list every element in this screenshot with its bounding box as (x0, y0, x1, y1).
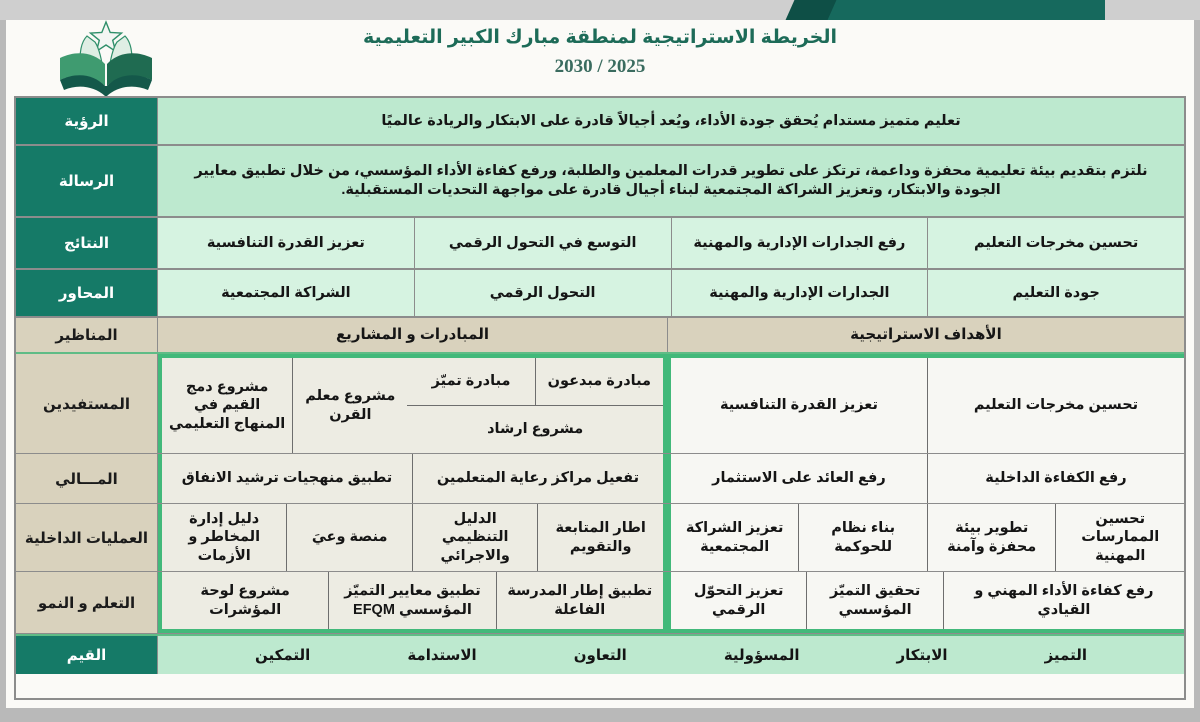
row-label-beneficiaries: المستفيدين (16, 354, 158, 453)
internal-processes-content (158, 504, 1184, 571)
row-financial (16, 454, 1184, 504)
axis-item: الشراكة المجتمعية (221, 284, 351, 301)
row-perspectives-header (16, 318, 1184, 354)
axes-content (158, 270, 1184, 316)
objective-item: تعزيز الشراكة المجتمعية (685, 519, 784, 555)
perspectives-content (158, 318, 1184, 352)
value-item: الاستدامة (407, 647, 477, 664)
page-title: الخريطة الاستراتيجية لمنطقة مبارك الكبير التعليمية (362, 27, 838, 48)
beneficiaries-content (158, 354, 1184, 453)
financial-objectives (667, 454, 1184, 503)
nested-initiatives-top (407, 358, 662, 406)
value-item: التمكين (255, 647, 311, 664)
row-values (16, 634, 1184, 674)
internal-processes-objectives (667, 504, 1184, 571)
row-internal-processes (16, 504, 1184, 572)
open-book-star-emblem-icon (54, 6, 158, 98)
row-label-values: القيم (16, 636, 158, 674)
vision-text: تعليم متميز مستدام يُحقق جودة الأداء، ويُعد أجيالاً قادرة على الابتكار والريادة عالميًا (381, 112, 961, 129)
initiative-item: تطبيق إطار المدرسة الفاعلة (496, 572, 663, 629)
initiative-item: الدليل التنظيمي والاجرائي (412, 504, 537, 571)
objective-item: تطوير بيئة محفزة وآمنة (927, 504, 1056, 571)
mission-content (158, 146, 1184, 216)
vision-content (158, 98, 1184, 144)
objective-item: تحقيق التميّز المؤسسي (806, 572, 942, 629)
objective-item: تحسين الممارسات المهنية (1055, 504, 1184, 571)
axis-item: التحول الرقمي (414, 270, 671, 316)
row-beneficiaries (16, 354, 1184, 454)
document-header (6, 20, 1194, 96)
initiative-item: تطبيق منهجيات ترشيد الانفاق (181, 470, 393, 487)
initiative-item: مشروع ارشاد (487, 421, 584, 438)
nested-initiatives-bottom (407, 406, 662, 453)
objective-item: تحسين مخرجات التعليم (927, 358, 1184, 453)
initiative-item: مشروع معلم القرن (292, 358, 407, 453)
row-label-internal-processes: العمليات الداخلية (16, 504, 158, 571)
value-item: التعاون (573, 647, 627, 664)
initiative-item: مبادرة مبدعون (535, 358, 663, 405)
row-learning-growth (16, 572, 1184, 634)
results-content (158, 218, 1184, 268)
learning-growth-objectives (667, 572, 1184, 633)
objectives-column-header: الأهداف الاستراتيجية (667, 318, 1184, 352)
initiative-item: مشروع دمج القيم في المنهاج التعليمي (168, 378, 286, 432)
row-label-results: النتائج (16, 218, 158, 268)
result-item: رفع الجدارات الإدارية والمهنية (671, 218, 928, 268)
initiative-item: منصة وعيَ (286, 504, 411, 571)
row-results (16, 218, 1184, 270)
beneficiaries-initiatives (158, 354, 667, 453)
internal-processes-initiatives (158, 504, 667, 571)
initiative-item: مبادرة تميّز (431, 373, 511, 390)
initiative-item: دليل إدارة المخاطر و الأزمات (188, 510, 261, 564)
initiative-item: تطبيق معايير التميّز المؤسسي EFQM (328, 572, 495, 629)
learning-growth-content (158, 572, 1184, 633)
result-item: التوسع في التحول الرقمي (414, 218, 671, 268)
row-label-perspectives: المناظير (16, 318, 158, 352)
axis-item: جودة التعليم (927, 270, 1184, 316)
objective-item: تعزيز القدرة التنافسية (719, 397, 878, 414)
mission-text: نلتزم بتقديم بيئة تعليمية محفزة وداعمة، ترتكز على تطوير قدرات المعلمين والطلبة، ورفع كفاءة الأداء المؤسسي، من خلال تطبيق معايير الجودة والابتكار، وتعزيز الشراكة المجتمعية لبناء أجيال قادرة على مواجهة التحديات المستقبلية. (194, 163, 1148, 198)
value-item: الابتكار (896, 647, 948, 664)
strategy-map-grid (14, 96, 1186, 700)
row-label-financial: المـــالي (16, 454, 158, 503)
row-mission (16, 146, 1184, 218)
axis-item: الجدارات الإدارية والمهنية (671, 270, 928, 316)
beneficiaries-objectives (667, 354, 1184, 453)
result-item: تعزيز القدرة التنافسية (206, 234, 365, 251)
value-item: التميز (1044, 647, 1087, 664)
value-item: المسؤولية (723, 647, 800, 664)
row-axes (16, 270, 1184, 318)
top-strip-accent (820, 0, 1105, 20)
initiative-item: مشروع لوحة المؤشرات (200, 582, 290, 618)
objective-item: بناء نظام للحوكمة (798, 504, 927, 571)
nested-initiatives-block (407, 358, 662, 453)
initiatives-column-header: المبادرات و المشاريع (335, 326, 489, 344)
result-item: تحسين مخرجات التعليم (927, 218, 1184, 268)
document-sheet (0, 20, 1200, 722)
initiative-item: اطار المتابعة والتقويم (537, 504, 662, 571)
financial-content (158, 454, 1184, 503)
row-label-vision: الرؤية (16, 98, 158, 144)
objective-item: تعزيز التحوّل الرقمي (693, 582, 784, 618)
row-vision (16, 98, 1184, 146)
row-label-mission: الرسالة (16, 146, 158, 216)
row-label-axes: المحاور (16, 270, 158, 316)
initiative-item: تفعيل مراكز رعاية المتعلمين (412, 454, 663, 503)
financial-initiatives (158, 454, 667, 503)
top-decoration-strip (0, 0, 1200, 20)
row-label-learning-growth: التعلم و النمو (16, 572, 158, 633)
objective-item: رفع الكفاءة الداخلية (927, 454, 1184, 503)
objective-item: رفع كفاءة الأداء المهني و القيادي (943, 572, 1184, 629)
values-content (158, 636, 1184, 674)
objective-item: رفع العائد على الاستثمار (712, 470, 886, 487)
learning-growth-initiatives (158, 572, 667, 633)
page-subtitle-years: 2030 / 2025 (554, 56, 646, 77)
